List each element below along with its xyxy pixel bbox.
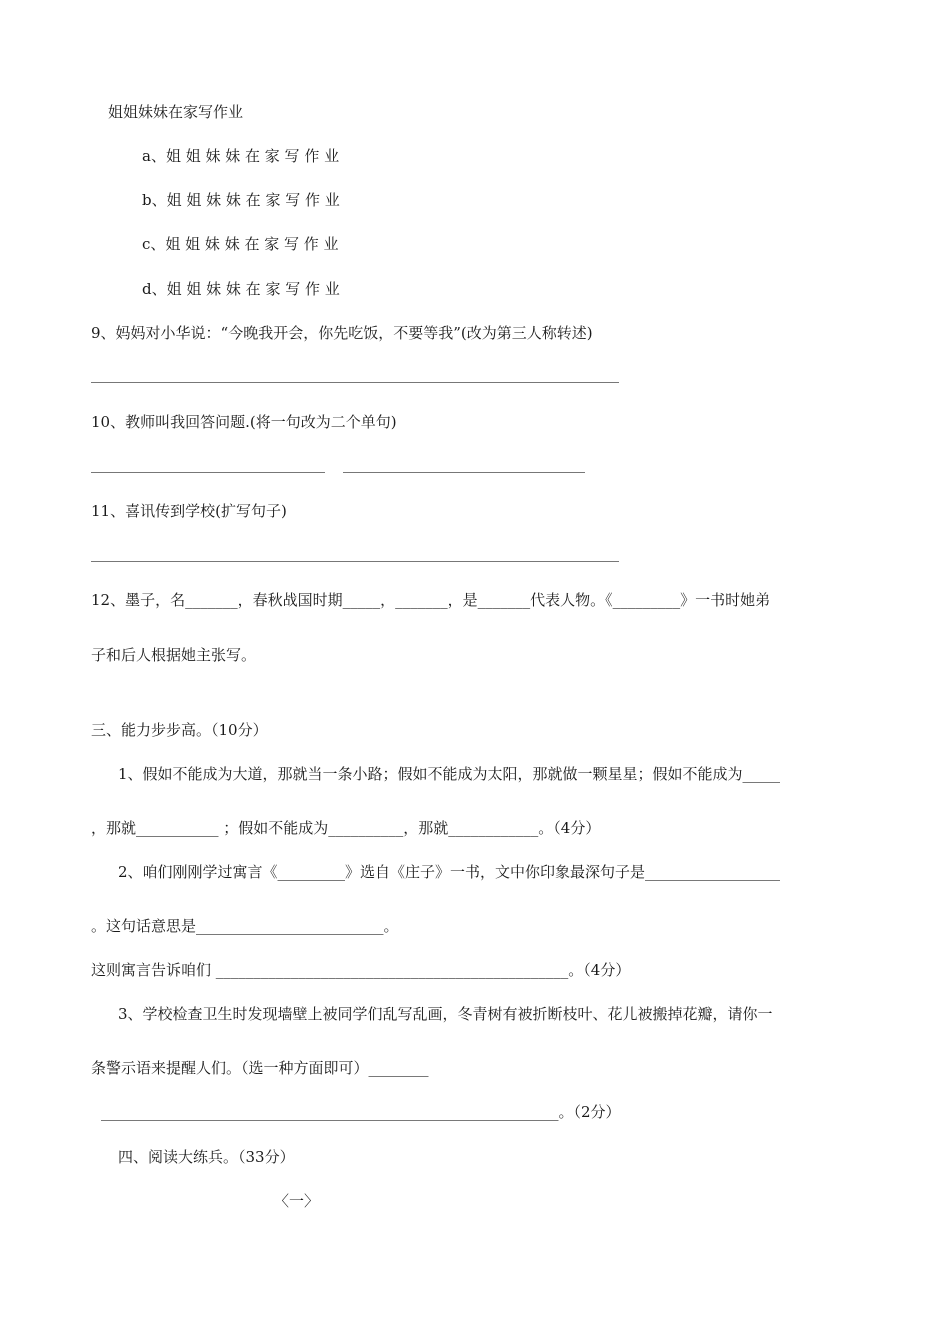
- q12-line-1: 12、墨子，名_______，春秋战国时期_____，_______，是_______代表人物。《_________》一书时她弟: [91, 591, 771, 609]
- s3-item3-line-3: _____________________________________________________________。（2分）: [101, 1103, 621, 1121]
- s3-item2-line-3: 这则寓言告诉咱们 _______________________________________________。（4分）: [91, 961, 631, 979]
- s3-item2-line-1: 2、咱们刚刚学过寓言《_________》选自《庄子》一书，文中你印象最深句子是__________________: [118, 863, 781, 881]
- q12-line-2: 子和后人根据她主张写。: [91, 646, 257, 664]
- q8-option-c: c、姐 姐 妹 妹 在 家 写 作 业: [142, 235, 339, 253]
- q8-option-b: b、姐 姐 妹 妹 在 家 写 作 业: [142, 191, 340, 209]
- q10-text: 10、教师叫我回答问题.(将一句改为二个单句): [91, 413, 397, 431]
- section3-heading: 三、能力步步高。（10分）: [91, 721, 268, 739]
- section4-heading: 四、阅读大练兵。（33分）: [118, 1148, 295, 1166]
- q10-answer-line-2: [343, 472, 585, 473]
- q9-text: 9、妈妈对小华说：“今晚我开会，你先吃饭，不要等我”(改为第三人称转述): [91, 324, 593, 342]
- q8-option-a: a、姐 姐 妹 妹 在 家 写 作 业: [142, 147, 340, 165]
- s3-item1-line-1: 1、假如不能成为大道，那就当一条小路；假如不能成为太阳，那就做一颗星星；假如不能成为_____: [118, 765, 781, 783]
- q10-answer-line-1: [91, 472, 325, 473]
- s3-item2-line-2: 。这句话意思是_________________________。: [91, 917, 399, 935]
- q9-answer-line: [91, 382, 619, 383]
- s3-item3-line-2: 条警示语来提醒人们。（选一种方面即可）________: [91, 1059, 429, 1077]
- s3-item1-line-2: ，那就___________ ；假如不能成为__________，那就____________。（4分）: [91, 819, 601, 837]
- section4-sub-heading: 〈一〉: [274, 1192, 320, 1210]
- q8-sentence: 姐姐妹妹在家写作业: [108, 103, 244, 121]
- s3-item3-line-1: 3、学校检查卫生时发现墙壁上被同学们乱写乱画，冬青树有被折断枝叶、花儿被搬掉花瓣，请你一: [118, 1005, 773, 1023]
- q8-option-d: d、姐 姐 妹 妹 在 家 写 作 业: [142, 280, 340, 298]
- q11-answer-line: [91, 561, 619, 562]
- q11-text: 11、喜讯传到学校(扩写句子): [91, 502, 287, 520]
